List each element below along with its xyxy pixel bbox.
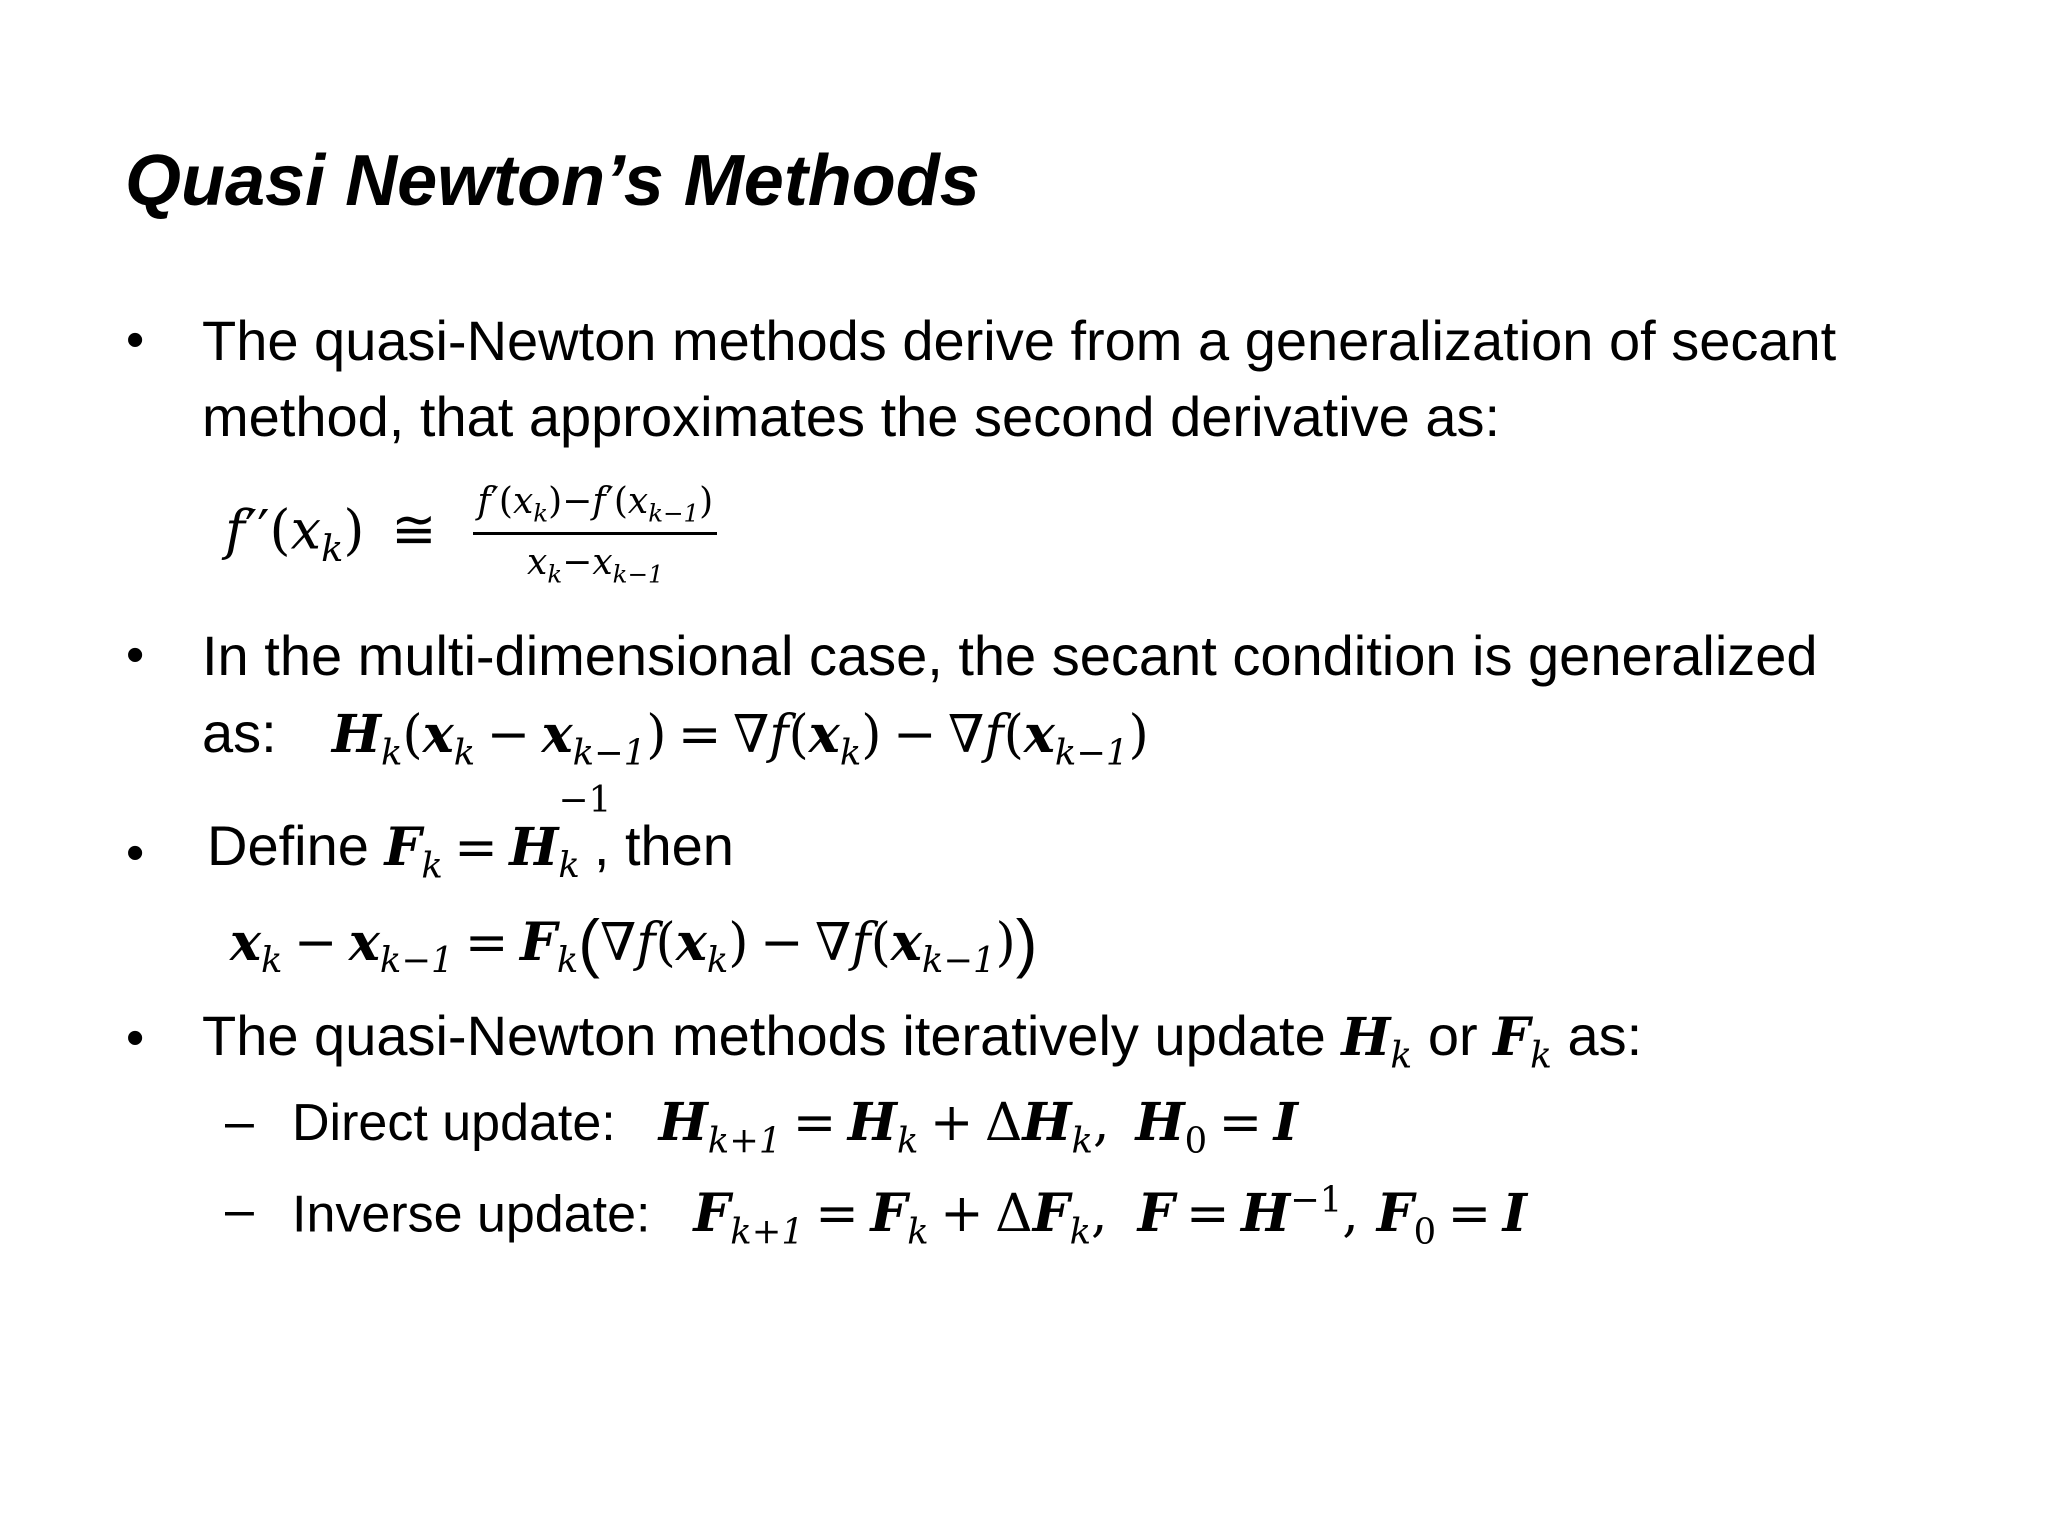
- bullet-3-line: [207, 780, 734, 887]
- bullet-4-middle: or: [1427, 1004, 1478, 1067]
- multidim-secant-formula: $H_k(x_k - x_{k-1}) = \nabla f(x_k) - \nabla f(x_{k-1})$: [331, 704, 1149, 774]
- bullet-marker: •: [126, 311, 145, 369]
- bullet-4-line: The quasi-Newton methods iteratively update $H_k$ or $F_k$ as:: [202, 1004, 1643, 1077]
- inverse-update-line: [292, 1180, 1527, 1253]
- bullet-3-prefix: Define: [207, 814, 369, 877]
- direct-update-formula: $H_{k+1} = H_k + \Delta H_k$, $H_0 = I$: [658, 1092, 1298, 1162]
- bullet-2-line-1: In the multi-dimensional case, the secant condition is generalized: [202, 624, 1818, 687]
- direct-update-label: Direct update:: [292, 1094, 616, 1152]
- bullet-marker: •: [126, 824, 145, 882]
- slide-title: Quasi Newton’s Methods: [125, 141, 980, 221]
- bullet-marker: •: [126, 1009, 145, 1067]
- bullet-4-prefix: The quasi-Newton methods iteratively update: [202, 1004, 1326, 1067]
- inverse-update-formula: $F_{k+1} = F_k + \Delta F_k$, $F = H^{-1}$, $F_0 = I$: [693, 1180, 1527, 1253]
- bullet-2-line-2: [202, 700, 1149, 773]
- bullet-marker: •: [126, 626, 145, 684]
- direct-update-line: [292, 1092, 1298, 1161]
- sub-bullet-dash: –: [225, 1093, 254, 1151]
- secant-second-derivative-formula: $f''(x_k)$ ≅ $\frac{f'(x_k)-f'(x_{k-1})}{x_k-x_{k-1}}$: [225, 480, 717, 588]
- bullet-4-suffix: as:: [1567, 1004, 1643, 1067]
- define-f-formula: $F_k = H_k$ −1: [384, 780, 612, 887]
- bullet-3-suffix: , then: [593, 814, 734, 877]
- bullet-1-line-2: method, that approximates the second derivative as:: [202, 385, 1501, 448]
- bullet-2-prefix: as:: [202, 701, 277, 764]
- bullet-1-line-1: The quasi-Newton methods derive from a generalization of secant: [202, 309, 1837, 372]
- inverse-secant-formula: $x_k - x_{k-1} = F_k(\nabla f(x_k) - \nabla f(x_{k-1}))$: [230, 906, 1038, 982]
- inverse-update-label: Inverse update:: [292, 1185, 651, 1244]
- secant-fraction: $\frac{f'(x_k)-f'(x_{k-1})}{x_k-x_{k-1}}$: [473, 480, 717, 588]
- sub-bullet-dash: –: [225, 1181, 254, 1239]
